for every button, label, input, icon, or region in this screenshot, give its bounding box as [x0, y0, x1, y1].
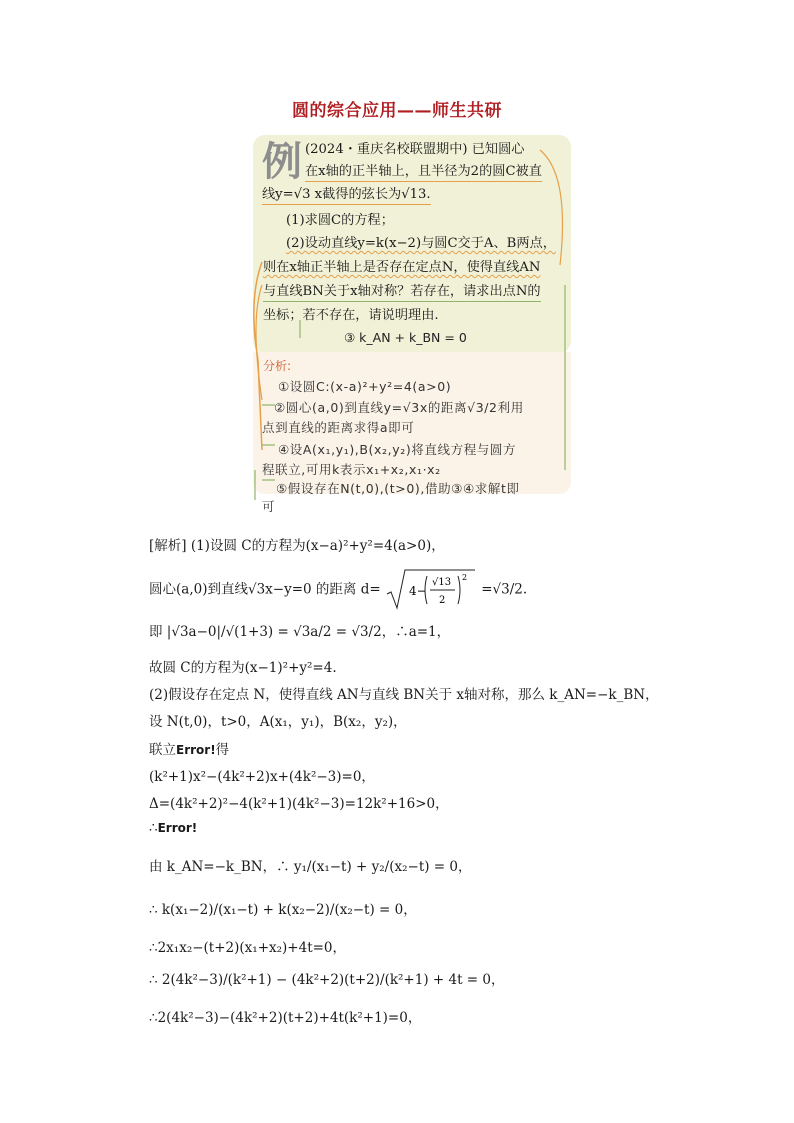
- solution-line-4: 故圆 C的方程为(x−1)²+y²=4.: [149, 660, 337, 676]
- analysis-step-4b: 程联立,可用k表示x₁+x₂,x₁·x₂: [262, 462, 441, 477]
- solution-line-13: ∴2x₁x₂−(t+2)(x₁+x₂)+4t=0，: [149, 940, 347, 956]
- problem-line-3: 线y=√3 x截得的弦长为√13.: [262, 186, 431, 205]
- page-title: 圆的综合应用——师生共研: [292, 101, 502, 121]
- sqrt-distance-expression: [385, 568, 477, 612]
- svg-text:√13: √13: [431, 577, 452, 588]
- svg-text:4−: 4−: [408, 584, 427, 598]
- solution-line-2b: =√3/2.: [481, 581, 528, 598]
- error-placeholder-1: Error!: [176, 743, 216, 757]
- analysis-step-2a: ②圆心(a,0)到直线y=√3x的距离√3/2利用: [274, 400, 524, 415]
- note-slope-sum: ③ k_AN + k_BN = 0: [344, 330, 467, 345]
- analysis-step-5b: 可: [262, 499, 276, 514]
- problem-line-1: (2024・重庆名校联盟期中) 已知圆心: [305, 142, 525, 157]
- solution-line-2: [149, 568, 527, 612]
- solution-line-10a: ∴: [149, 820, 158, 836]
- analysis-step-4a: ④设A(x₁,y₁),B(x₂,y₂)将直线方程与圆方: [278, 442, 517, 457]
- analysis-step-2b: 点到直线的距离求得a即可: [262, 420, 415, 435]
- problem-question-2d: 坐标；若不存在，请说明理由.: [263, 308, 439, 323]
- solution-line-9: Δ=(4k²+2)²−4(k²+1)(4k²−3)=12k²+16>0，: [149, 796, 449, 812]
- problem-line-2: 在x轴的正半轴上，且半径为2的圆C被直: [305, 163, 542, 182]
- solution-line-8: (k²+1)x²−(4k²+2)x+(4k²−3)=0，: [149, 769, 375, 785]
- problem-question-1: (1)求圆C的方程；: [286, 213, 394, 228]
- problem-question-2b: 则在x轴正半轴上是否存在定点N，使得直线AN: [263, 260, 541, 275]
- solution-line-1: [解析] (1)设圆 C的方程为(x−a)²+y²=4(a>0)，: [149, 538, 445, 554]
- svg-text:2: 2: [461, 573, 468, 582]
- error-placeholder-2: Error!: [157, 821, 198, 835]
- solution-line-3: 即 |√3a−0|/√(1+3) = √3a/2 = √3/2，∴a=1，: [149, 624, 451, 640]
- example-badge: 例: [262, 139, 302, 185]
- solution-line-10: [149, 820, 197, 836]
- problem-question-2c: 与直线BN关于x轴对称？若存在，请求出点N的: [263, 283, 541, 302]
- problem-question-2a: (2)设动直线y=k(x−2)与圆C交于A、B两点，: [286, 236, 556, 251]
- analysis-label: 分析:: [263, 359, 292, 373]
- solution-line-2a: 圆心(a,0)到直线√3x−y=0 的距离 d=: [149, 581, 381, 598]
- analysis-step-5a: ⑤假设存在N(t,0),(t>0),借助③④求解t即: [276, 481, 520, 496]
- analysis-step-1: ①设圆C:(x-a)²+y²=4(a>0): [278, 379, 452, 394]
- solution-line-6: 设 N(t,0)，t>0，A(x₁，y₁)，B(x₂，y₂)，: [149, 714, 407, 730]
- solution-line-7: [149, 738, 229, 758]
- solution-line-12: ∴ k(x₁−2)/(x₁−t) + k(x₂−2)/(x₂−t) = 0，: [149, 902, 417, 918]
- solution-line-7a: 联立: [149, 742, 176, 758]
- svg-text:2: 2: [438, 595, 446, 606]
- solution-line-15: ∴2(4k²−3)−(4k²+2)(t+2)+4t(k²+1)=0，: [149, 1010, 422, 1026]
- solution-line-14: ∴ 2(4k²−3)/(k²+1) − (4k²+2)(t+2)/(k²+1) + 4t = 0，: [149, 972, 505, 988]
- solution-line-11: 由 k_AN=−k_BN，∴ y₁/(x₁−t) + y₂/(x₂−t) = 0，: [149, 859, 472, 875]
- solution-line-7c: 得: [215, 742, 230, 758]
- solution-line-5: (2)假设存在定点 N，使得直线 AN与直线 BN关于 x轴对称，那么 k_AN=−k_BN，: [149, 687, 659, 703]
